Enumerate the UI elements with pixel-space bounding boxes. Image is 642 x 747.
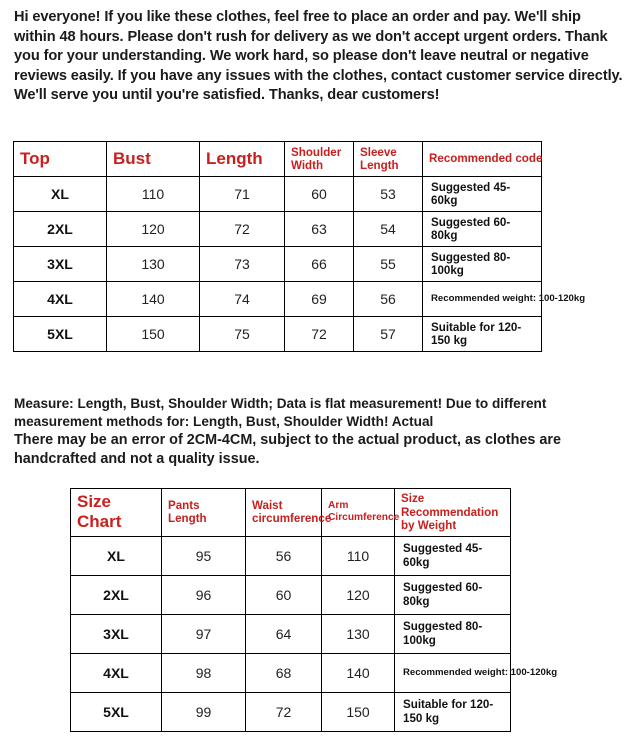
value-bust: 120 (141, 221, 165, 237)
value-shoulder: 66 (311, 256, 327, 272)
cell-waist (246, 692, 322, 731)
cell-waist (246, 614, 322, 653)
cell-recommend (423, 282, 586, 317)
cell-shoulder (285, 177, 354, 212)
value-shoulder: 69 (311, 291, 327, 307)
header-label-size-recommendation: Size Recommendation by Weight (401, 492, 499, 532)
value-size: 4XL (47, 291, 73, 307)
cell-size (71, 536, 162, 575)
cell-waist (246, 536, 322, 575)
cell-bust (107, 282, 200, 317)
value-length: 74 (234, 291, 250, 307)
cell-size (71, 692, 162, 731)
value-size: XL (51, 186, 69, 202)
value-arm: 140 (346, 664, 370, 681)
cell-shoulder (285, 282, 354, 317)
header-cell-size-recommendation (395, 489, 511, 537)
cell-waist (246, 575, 322, 614)
cell-pants-length (162, 536, 246, 575)
value-recommend: Suggested 45-60kg (403, 542, 483, 569)
header-cell-bust (107, 142, 200, 177)
value-size: 5XL (103, 703, 129, 720)
cell-size (71, 653, 162, 692)
header-cell-sleeve-length (354, 142, 423, 177)
cell-sleeve (354, 317, 423, 352)
cell-size (71, 575, 162, 614)
cell-size (14, 177, 107, 212)
cell-arm (322, 614, 395, 653)
cell-bust (107, 177, 200, 212)
value-sleeve: 55 (380, 256, 396, 272)
table-row (71, 536, 511, 575)
header-cell-arm-circumference (322, 489, 400, 537)
value-length: 75 (234, 326, 250, 342)
intro-paragraph: Hi everyone! If you like these clothes, feel free to place an order and pay. We'll ship within 48 hours. Please don't rush for delivery as we don't accept urgent orders. Thank you for your understanding. We work hard, so please don't leave neutral or negative reviews easily. If you have any issues with the clothes, contact customer service directly. We'll serve you until you're satisfied. Thanks, dear customers! (14, 9, 623, 104)
table-row (14, 317, 542, 352)
cell-length (200, 282, 285, 317)
header-cell-waist-circumference (246, 489, 332, 537)
table-row (71, 575, 511, 614)
header-label-waist-circumference: Waist circumference (252, 498, 332, 526)
value-recommend: Recommended weight: 100-120kg (403, 666, 558, 678)
header-label-arm-circumference: Arm Circumference (328, 500, 400, 524)
value-size: 2XL (47, 221, 73, 237)
value-waist: 56 (275, 547, 292, 564)
header-label-length: Length (206, 149, 263, 168)
value-shoulder: 72 (311, 326, 327, 342)
value-pants-length: 95 (195, 547, 212, 564)
value-recommend: Suggested 80-100kg (403, 620, 483, 647)
header-label-sleeve-length: Sleeve Length (360, 145, 399, 172)
header-cell-shoulder-width (285, 142, 354, 177)
header-label-shoulder-width: Shoulder Width (291, 145, 342, 172)
cell-pants-length (162, 575, 246, 614)
cell-shoulder (285, 247, 354, 282)
cell-size (14, 282, 107, 317)
value-sleeve: 54 (380, 221, 396, 237)
cell-recommend (395, 614, 511, 653)
table-row (14, 282, 542, 317)
header-label-recommended-code: Recommended code (429, 152, 543, 166)
value-shoulder: 63 (311, 221, 327, 237)
header-label-top: Top (20, 149, 50, 168)
header-cell-recommended-code (423, 142, 542, 177)
cell-sleeve (354, 282, 423, 317)
table-row (14, 247, 542, 282)
header-label-bust: Bust (113, 149, 151, 168)
top-size-chart-table (13, 141, 586, 352)
value-recommend: Suggested 60-80kg (431, 215, 511, 242)
value-length: 71 (234, 186, 250, 202)
value-bust: 150 (141, 326, 165, 342)
value-size: 2XL (103, 586, 129, 603)
header-label-size-chart: Size Chart (77, 492, 122, 532)
value-arm: 110 (346, 547, 370, 564)
value-pants-length: 98 (195, 664, 212, 681)
header-cell-length (200, 142, 285, 177)
value-shoulder: 60 (311, 186, 327, 202)
table-header-row (14, 142, 542, 177)
value-length: 72 (234, 221, 250, 237)
header-cell-pants-length (162, 489, 246, 537)
value-arm: 130 (346, 625, 370, 642)
value-size: 5XL (47, 326, 73, 342)
cell-recommend (423, 247, 542, 282)
value-waist: 68 (275, 664, 292, 681)
cell-recommend (423, 317, 542, 352)
cell-waist (246, 653, 322, 692)
table-row (71, 614, 511, 653)
value-pants-length: 96 (195, 586, 212, 603)
value-pants-length: 99 (195, 703, 212, 720)
cell-size (14, 247, 107, 282)
value-size: XL (107, 547, 125, 564)
cell-size (14, 212, 107, 247)
table-header-row (71, 489, 511, 537)
value-recommend: Suggested 45-60kg (431, 180, 511, 207)
cell-arm (322, 575, 395, 614)
value-sleeve: 53 (380, 186, 396, 202)
cell-pants-length (162, 692, 246, 731)
cell-bust (107, 247, 200, 282)
value-pants-length: 97 (195, 625, 212, 642)
header-cell-top (14, 142, 107, 177)
cell-recommend (423, 212, 542, 247)
cell-recommend (395, 536, 511, 575)
cell-arm (322, 653, 395, 692)
cell-size (14, 317, 107, 352)
value-arm: 120 (346, 586, 370, 603)
cell-bust (107, 212, 200, 247)
cell-shoulder (285, 317, 354, 352)
value-recommend: Suggested 80-100kg (431, 250, 511, 277)
cell-shoulder (285, 212, 354, 247)
value-size: 3XL (47, 256, 73, 272)
value-sleeve: 57 (380, 326, 396, 342)
cell-length (200, 247, 285, 282)
value-bust: 130 (141, 256, 165, 272)
value-size: 4XL (103, 664, 129, 681)
pants-size-chart-table (70, 488, 558, 732)
value-recommend: Suggested 60-80kg (403, 581, 483, 608)
cell-recommend (395, 575, 511, 614)
value-waist: 72 (275, 703, 292, 720)
table-row (71, 653, 511, 692)
cell-size (71, 614, 162, 653)
tolerance-note: There may be an error of 2CM-4CM, subject to the actual product, as clothes are handcrafted and not a quality issue. (14, 432, 561, 467)
value-recommend: Suitable for 120-150 kg (403, 698, 494, 725)
cell-pants-length (162, 653, 246, 692)
cell-recommend (395, 653, 558, 692)
header-cell-size-chart (71, 489, 162, 537)
cell-sleeve (354, 247, 423, 282)
cell-length (200, 212, 285, 247)
table-row (71, 692, 511, 731)
cell-recommend (395, 692, 511, 731)
measurement-note: Measure: Length, Bust, Shoulder Width; Data is flat measurement! Due to different measurement methods for: Length, Bust, Shoulder Width! Actual (14, 396, 547, 429)
cell-arm (322, 536, 395, 575)
value-arm: 150 (346, 703, 370, 720)
cell-sleeve (354, 212, 423, 247)
cell-length (200, 317, 285, 352)
cell-sleeve (354, 177, 423, 212)
cell-recommend (423, 177, 542, 212)
value-size: 3XL (103, 625, 129, 642)
value-recommend: Recommended weight: 100-120kg (431, 293, 586, 304)
value-waist: 60 (275, 586, 292, 603)
value-length: 73 (234, 256, 250, 272)
cell-pants-length (162, 614, 246, 653)
table-row (14, 212, 542, 247)
value-waist: 64 (275, 625, 292, 642)
header-label-pants-length: Pants Length (168, 498, 207, 526)
cell-bust (107, 317, 200, 352)
value-sleeve: 56 (380, 291, 396, 307)
table-row (14, 177, 542, 212)
cell-length (200, 177, 285, 212)
cell-arm (322, 692, 395, 731)
value-bust: 110 (141, 186, 165, 202)
value-recommend: Suitable for 120-150 kg (431, 320, 522, 347)
value-bust: 140 (141, 291, 165, 307)
